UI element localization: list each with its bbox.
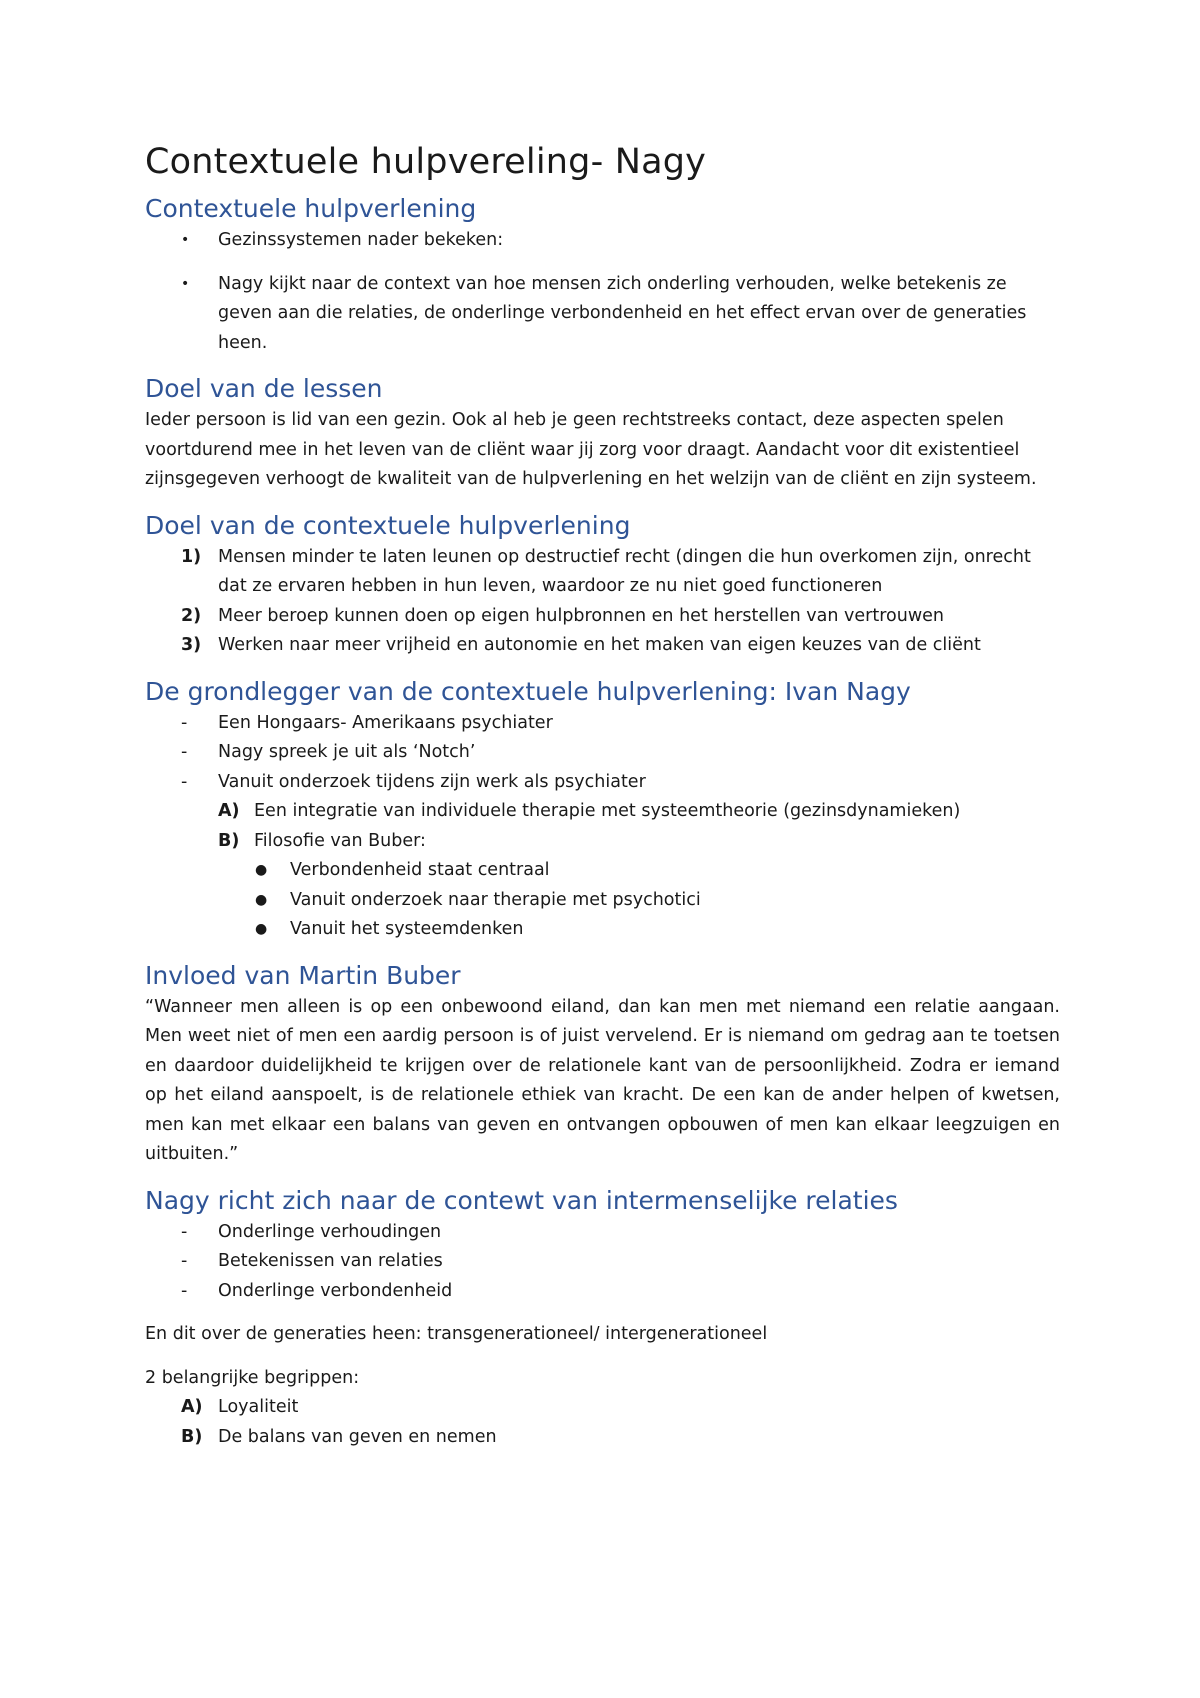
list-item: [145, 543, 1060, 602]
paragraph-generaties: En dit over de generaties heen: transgenerationeel/ intergenerationeel: [145, 1324, 768, 1344]
dash-list: [145, 709, 1060, 798]
list-item: [145, 738, 1060, 768]
list-item: [145, 827, 1060, 857]
paragraph-doel-lessen: Ieder persoon is lid van een gezin. Ook al heb je geen rechtstreeks contact, deze aspecten spelen voortdurend mee in het leven van de cliënt waar jij zorg voor draagt. Aandacht voor dit existentieel zijnsgegeven verhoogt de kwaliteit van de hulpverlening en het welzijn van de cliënt en zijn systeem.: [145, 410, 1037, 489]
list-item-text: Mensen minder te laten leunen op destructief recht (dingen die hun overkomen zijn, onrecht dat ze ervaren hebben in hun leven, waardoor ze nu niet goed functioneren: [218, 546, 1031, 596]
dot-marker: ●: [255, 891, 268, 908]
list-item: [145, 631, 1060, 661]
letter-marker: A): [181, 1397, 203, 1417]
heading-grondlegger: De grondlegger van de contextuele hulpverlening: Ivan Nagy: [145, 676, 911, 706]
dash-marker: -: [181, 1280, 188, 1301]
letter-marker: B): [181, 1426, 203, 1447]
dot-list: [145, 856, 1060, 945]
list-item: [145, 768, 1060, 798]
list-item-text: De balans van geven en nemen: [218, 1426, 497, 1447]
dash-marker: -: [181, 771, 188, 792]
list-item: [145, 1247, 1060, 1277]
list-item: [145, 1393, 1060, 1423]
paragraph-begrippen: 2 belangrijke begrippen:: [145, 1367, 360, 1388]
bullet-list: [145, 226, 1060, 358]
list-item: [145, 226, 1060, 256]
dash-marker: -: [181, 1221, 188, 1242]
heading-invloed-martin-buber: Invloed van Martin Buber: [145, 960, 461, 990]
list-item-text: Filosofie van Buber:: [254, 830, 426, 851]
heading-doel-van-de-lessen: Doel van de lessen: [145, 374, 383, 403]
list-item: [145, 1218, 1060, 1248]
heading-contextuele-hulpverlening: Contextuele hulpverlening: [145, 194, 477, 223]
heading-nagy-richt-zich: Nagy richt zich naar de contewt van intermenselijke relaties: [145, 1185, 898, 1215]
quote-buber: “Wanneer men alleen is op een onbewoond eiland, dan kan men met niemand een relatie aangaan. Men weet niet of men een aardig persoon is of juist vervelend. Er is niemand om gedrag aan te toetsen en daardoor duidelijkheid te krijgen over de relationele kant van de persoonlijkheid. Zodra er iemand op het eiland aanspoelt, is de relationele ethiek van kracht. De een kan de ander helpen of kwetsen, men kan met elkaar een balans van geven en ontvangen opbouwen of men kan elkaar leegzuigen en uitbuiten.”: [145, 996, 1060, 1164]
dot-marker: ●: [255, 921, 268, 937]
list-item-text: Onderlinge verbondenheid: [218, 1280, 453, 1301]
dash-marker: -: [181, 742, 188, 762]
letter-marker: B): [218, 830, 240, 851]
list-item: [145, 270, 1060, 359]
list-item: [145, 856, 1060, 886]
document-title: Contextuele hulpvereling- Nagy: [145, 142, 707, 182]
list-item-text: Betekenissen van relaties: [218, 1251, 443, 1271]
list-item: [145, 1423, 1060, 1453]
list-item: [145, 602, 1060, 632]
bullet-marker: •: [181, 275, 190, 292]
list-item-text: Nagy spreek je uit als ‘Notch’: [218, 742, 476, 762]
dot-marker: ●: [255, 862, 268, 878]
number-marker: 2): [181, 605, 202, 626]
list-item-text: Vanuit het systeemdenken: [290, 919, 524, 939]
list-item-text: Vanuit onderzoek naar therapie met psychotici: [290, 889, 701, 910]
letter-marker: A): [218, 801, 240, 821]
list-item: [145, 1277, 1060, 1307]
list-item-text: Nagy kijkt naar de context van hoe mensen zich onderling verhouden, welke betekenis ze geven aan die relaties, de onderlinge verbondenheid en het effect ervan over de generaties heen.: [218, 273, 1027, 353]
list-item-text: Verbondenheid staat centraal: [290, 860, 550, 880]
numbered-list: [145, 543, 1060, 661]
list-item-text: Vanuit onderzoek tijdens zijn werk als psychiater: [218, 771, 646, 792]
letter-list: [145, 1393, 1060, 1452]
number-marker: 1): [181, 546, 202, 567]
list-item-text: Onderlinge verhoudingen: [218, 1221, 442, 1242]
dash-marker: -: [181, 1251, 188, 1271]
dash-list: [145, 1218, 1060, 1307]
list-item-text: Werken naar meer vrijheid en autonomie en het maken van eigen keuzes van de cliënt: [218, 635, 981, 655]
letter-list: [145, 797, 1060, 856]
list-item-text: Meer beroep kunnen doen op eigen hulpbronnen en het herstellen van vertrouwen: [218, 605, 945, 626]
list-item: [145, 709, 1060, 739]
bullet-marker: •: [181, 232, 190, 248]
list-item: [145, 797, 1060, 827]
list-item-text: Gezinssystemen nader bekeken:: [218, 230, 504, 250]
list-item: [145, 915, 1060, 945]
number-marker: 3): [181, 635, 202, 655]
list-item: [145, 886, 1060, 916]
list-item-text: Een Hongaars- Amerikaans psychiater: [218, 712, 553, 733]
list-item-text: Een integratie van individuele therapie met systeemtheorie (gezinsdynamieken): [254, 801, 961, 821]
heading-doel-contextuele-hulpverlening: Doel van de contextuele hulpverlening: [145, 510, 631, 540]
dash-marker: -: [181, 712, 188, 733]
list-item-text: Loyaliteit: [218, 1397, 299, 1417]
